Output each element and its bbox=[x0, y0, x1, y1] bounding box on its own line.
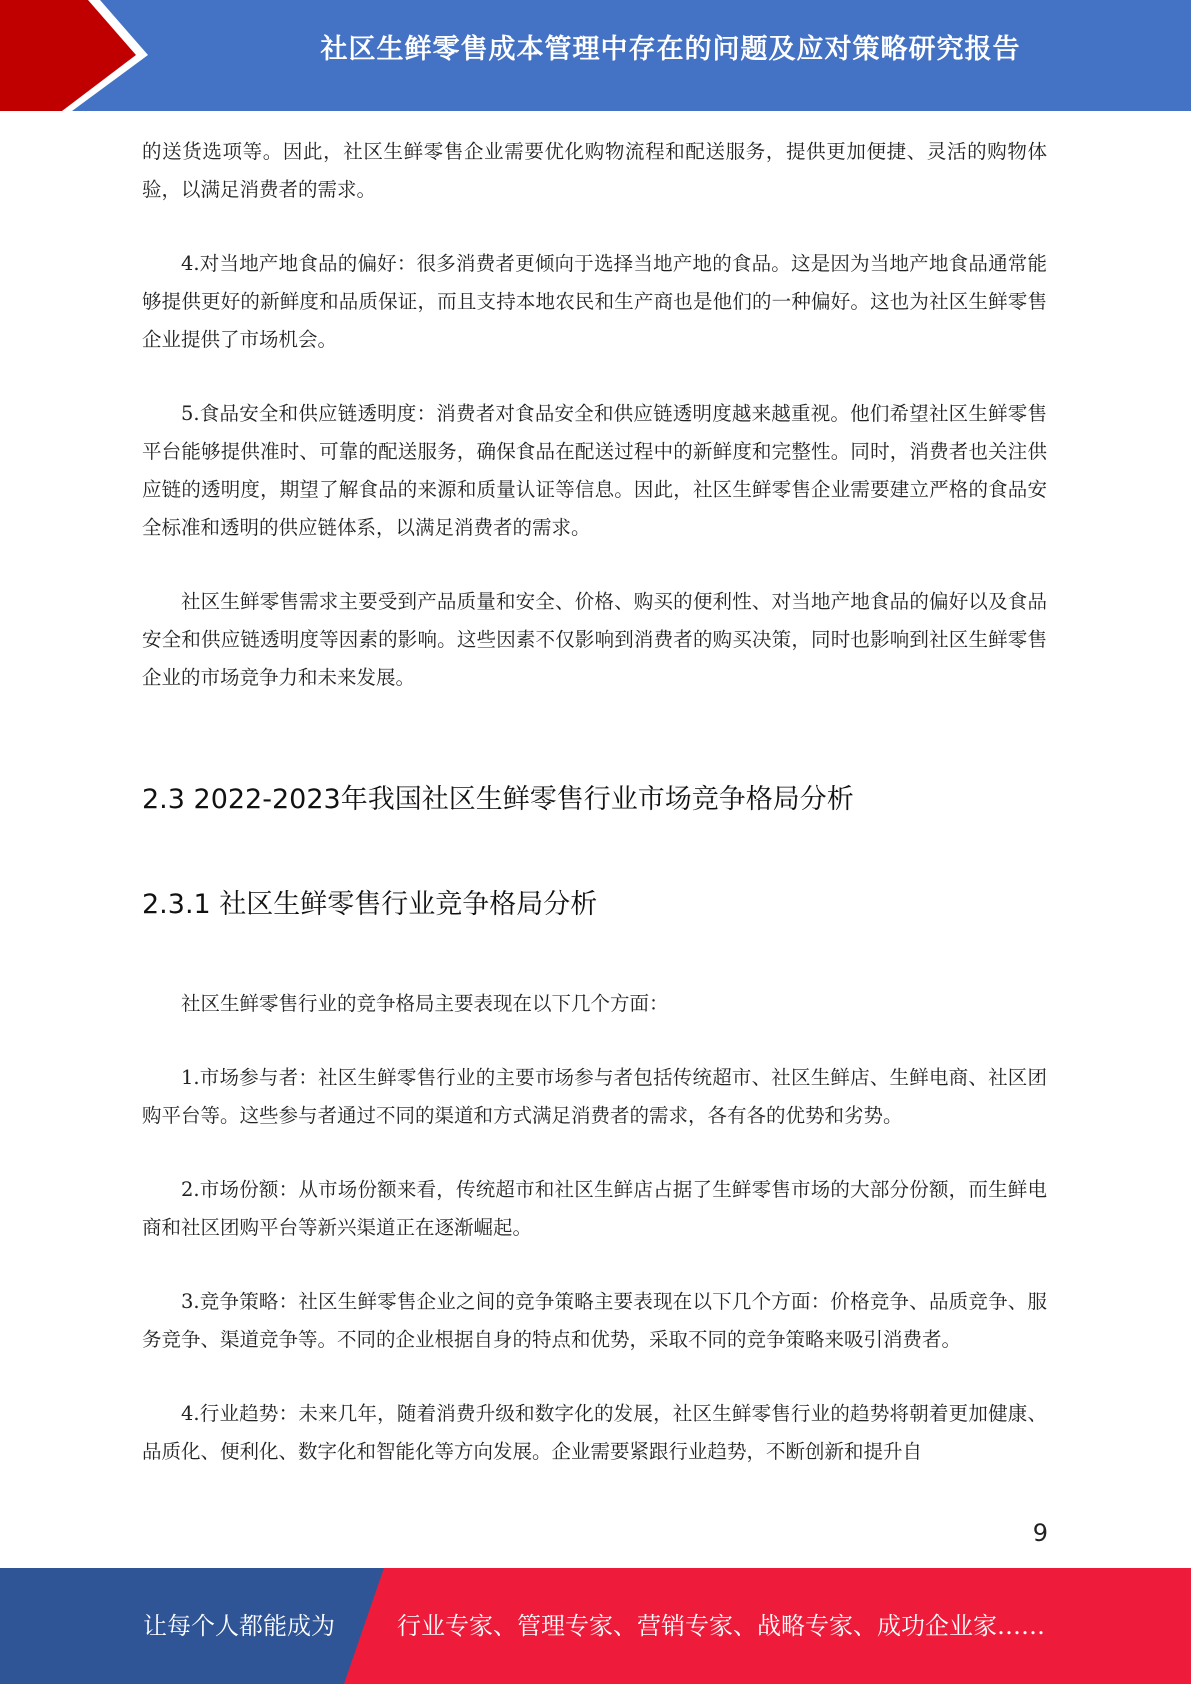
paragraph-local-food-preference: 4.对当地产地食品的偏好：很多消费者更倾向于选择当地产地的食品。这是因为当地产地食品通常能够提供更好的新鲜度和品质保证，而且支持本地农民和生产商也是他们的一种偏好。这也为社区生鲜零售企业提供了市场机会。 bbox=[142, 252, 1047, 351]
paragraph-food-safety: 5.食品安全和供应链透明度：消费者对食品安全和供应链透明度越来越重视。他们希望社区生鲜零售平台能够提供准时、可靠的配送服务，确保食品在配送过程中的新鲜度和完整性。同时，消费者也关注供应链的透明度，期望了解食品的来源和质量认证等信息。因此，社区生鲜零售企业需要建立严格的食品安全标准和透明的供应链体系，以满足消费者的需求。 bbox=[142, 402, 1047, 539]
page-footer bbox=[0, 1568, 1191, 1684]
header-arrow-decoration bbox=[0, 0, 160, 111]
paragraph-market-share: 2.市场份额：从市场份额来看，传统超市和社区生鲜店占据了生鲜零售市场的大部分份额，而生鲜电商和社区团购平台等新兴渠道正在逐渐崛起。 bbox=[142, 1178, 1047, 1239]
continued-paragraph: 的送货选项等。因此，社区生鲜零售企业需要优化购物流程和配送服务，提供更加便捷、灵活的购物体验，以满足消费者的需求。 bbox=[142, 140, 1047, 201]
footer-slogan-left: 让每个人都能成为 bbox=[143, 1612, 335, 1640]
page-body bbox=[142, 133, 1047, 1471]
paragraph-competition-strategy: 3.竞争策略：社区生鲜零售企业之间的竞争策略主要表现在以下几个方面：价格竞争、品质竞争、服务竞争、渠道竞争等。不同的企业根据自身的特点和优势，采取不同的竞争策略来吸引消费者。 bbox=[142, 1290, 1047, 1351]
paragraph-market-participants: 1.市场参与者：社区生鲜零售行业的主要市场参与者包括传统超市、社区生鲜店、生鲜电商、社区团购平台等。这些参与者通过不同的渠道和方式满足消费者的需求，各有各的优势和劣势。 bbox=[142, 1066, 1047, 1127]
document-title: 社区生鲜零售成本管理中存在的问题及应对策略研究报告 bbox=[320, 34, 1021, 65]
paragraph-competition-intro: 社区生鲜零售行业的竞争格局主要表现在以下几个方面： bbox=[181, 992, 669, 1015]
footer-slogan-right: 行业专家、管理专家、营销专家、战略专家、成功企业家…… bbox=[397, 1612, 1045, 1640]
page-number: 9 bbox=[1032, 1519, 1048, 1547]
page-header bbox=[0, 0, 1191, 111]
paragraph-summary: 社区生鲜零售需求主要受到产品质量和安全、价格、购买的便利性、对当地产地食品的偏好以及食品安全和供应链透明度等因素的影响。这些因素不仅影响到消费者的购买决策，同时也影响到社区生鲜零售企业的市场竞争力和未来发展。 bbox=[142, 590, 1047, 689]
section-heading-2-3: 2.3 2022-2023年我国社区生鲜零售行业市场竞争格局分析 bbox=[142, 784, 854, 815]
section-heading-2-3-1: 2.3.1 社区生鲜零售行业竞争格局分析 bbox=[142, 889, 598, 920]
paragraph-industry-trend: 4.行业趋势：未来几年，随着消费升级和数字化的发展，社区生鲜零售行业的趋势将朝着更加健康、品质化、便利化、数字化和智能化等方向发展。企业需要紧跟行业趋势，不断创新和提升自 bbox=[142, 1402, 1047, 1463]
